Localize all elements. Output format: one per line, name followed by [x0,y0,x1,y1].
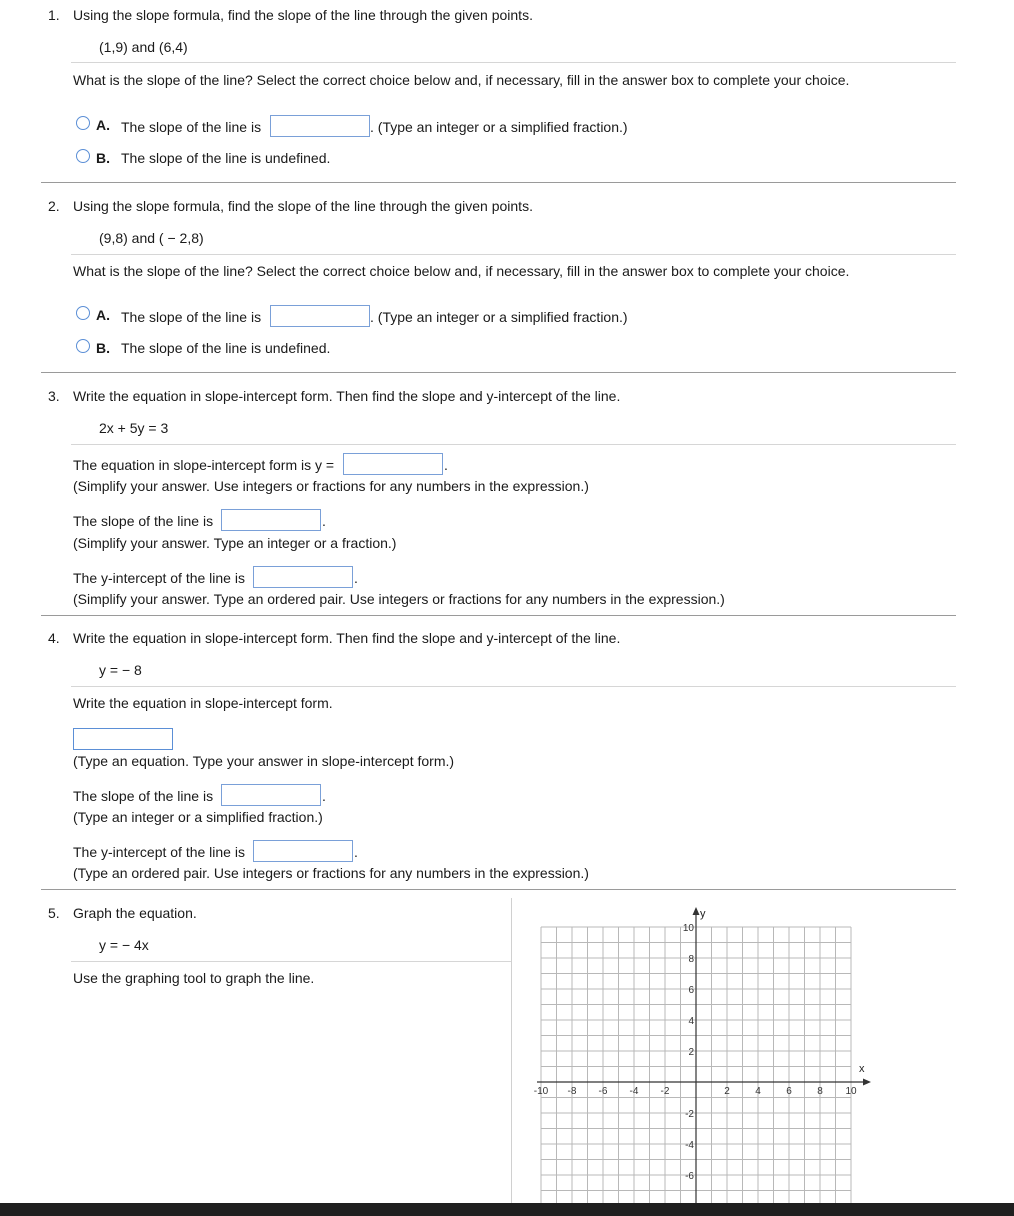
question-3-slope-label: The slope of the line is [73,513,214,529]
question-1-given-points: (1,9) and (6,4) [99,39,188,55]
bottom-bar [0,1203,1014,1216]
question-1-prompt: Using the slope formula, find the slope of the line through the given points. [73,7,533,23]
question-3-equation-answer-box[interactable] [343,453,443,475]
question-separator [41,182,956,183]
period: . [322,513,326,529]
x-tick-label: 6 [786,1086,792,1097]
question-2-number: 2. [48,198,60,214]
graphing-tool[interactable] [520,900,880,1203]
question-4-number: 4. [48,630,60,646]
period: . [322,788,326,804]
question-1-choice-b-radio[interactable] [76,149,90,163]
question-2-choice-b-radio[interactable] [76,339,90,353]
question-3-slope-answer-box[interactable] [221,509,321,531]
question-4-y-intercept-answer-box[interactable] [253,840,353,862]
question-separator [41,615,956,616]
y-tick-label: -6 [685,1171,694,1182]
x-tick-label: -4 [629,1086,639,1097]
question-5-prompt: Graph the equation. [73,905,197,921]
graph-panel-divider [511,898,512,1208]
y-axis-label: y [700,908,706,920]
question-5-number: 5. [48,905,60,921]
question-2-given-points: (9,8) and ( − 2,8) [99,230,204,246]
question-2-choice-a-text: The slope of the line is [121,309,262,325]
question-1-choice-a-hint: . (Type an integer or a simplified fraction.) [370,119,628,135]
question-4-equation-hint: (Type an equation. Type your answer in slope-intercept form.) [73,753,455,769]
divider [71,961,511,962]
y-tick-label: 8 [688,954,694,965]
question-2-choice-a-letter: A. [96,307,110,323]
tick-labels [534,923,857,1182]
y-axis-arrow-icon [693,907,700,915]
y-tick-label: 6 [688,985,694,996]
question-3-number: 3. [48,388,60,404]
question-4-instruction: Write the equation in slope-intercept form. [73,695,333,711]
y-tick-label: 2 [688,1047,694,1058]
y-tick-label: -2 [685,1109,694,1120]
question-5-instruction: Use the graphing tool to graph the line. [73,970,315,986]
question-2-choice-b-text: The slope of the line is undefined. [121,340,331,356]
question-3-slope-hint: (Simplify your answer. Type an integer or a fraction.) [73,535,397,551]
question-3-y-intercept-hint: (Simplify your answer. Type an ordered pair. Use integers or fractions for any numbers in the expression.) [73,591,725,607]
question-4-y-intercept-label: The y-intercept of the line is [73,844,245,860]
x-tick-label: -2 [660,1086,670,1097]
question-4-slope-hint: (Type an integer or a simplified fraction.) [73,809,323,825]
x-tick-label: 2 [724,1086,730,1097]
question-1-choice-b-letter: B. [96,150,110,166]
question-4-slope-label: The slope of the line is [73,788,214,804]
question-2-choice-a-hint: . (Type an integer or a simplified fraction.) [370,309,628,325]
question-4-given-equation: y = − 8 [99,662,142,678]
question-2-instruction: What is the slope of the line? Select the correct choice below and, if necessary, fill in the answer box to complete your choice. [73,263,850,279]
x-axis-arrow-icon [863,1079,871,1086]
divider [71,686,956,687]
question-3-given-equation: 2x + 5y = 3 [99,420,169,436]
question-2-choice-b-letter: B. [96,340,110,356]
question-4-equation-answer-box[interactable] [73,728,173,750]
question-3-prompt: Write the equation in slope-intercept form. Then find the slope and y-intercept of the line. [73,388,621,404]
divider [71,444,956,445]
y-tick-label: 4 [688,1016,694,1027]
question-1-slope-answer-box[interactable] [270,115,370,137]
question-4-slope-answer-box[interactable] [221,784,321,806]
x-axis-label: x [859,1063,865,1075]
question-2-choice-a-radio[interactable] [76,306,90,320]
question-1-choice-b-text: The slope of the line is undefined. [121,150,331,166]
question-4-y-intercept-hint: (Type an ordered pair. Use integers or fractions for any numbers in the expression.) [73,865,589,881]
y-tick-label: 10 [682,923,694,934]
x-tick-label: -10 [533,1086,549,1097]
x-tick-label: 8 [817,1086,823,1097]
x-tick-label: -6 [598,1086,608,1097]
period: . [354,844,358,860]
question-3-equation-hint: (Simplify your answer. Use integers or fractions for any numbers in the expression.) [73,478,589,494]
question-3-y-intercept-label: The y-intercept of the line is [73,570,245,586]
question-2-prompt: Using the slope formula, find the slope of the line through the given points. [73,198,533,214]
question-3-equation-label: The equation in slope-intercept form is y = [73,457,335,473]
divider [71,62,956,63]
question-separator [41,372,956,373]
period: . [444,457,448,473]
question-3-y-intercept-answer-box[interactable] [253,566,353,588]
x-tick-label: 4 [755,1086,761,1097]
x-tick-label: 10 [845,1086,857,1097]
question-1-choice-a-letter: A. [96,117,110,133]
divider [71,254,956,255]
question-5-given-equation: y = − 4x [99,937,149,953]
period: . [354,570,358,586]
x-tick-label: -8 [567,1086,577,1097]
question-1-choice-a-text: The slope of the line is [121,119,262,135]
y-tick-label: -4 [685,1140,694,1151]
question-1-instruction: What is the slope of the line? Select the correct choice below and, if necessary, fill in the answer box to complete your choice. [73,72,850,88]
question-separator [41,889,956,890]
question-4-prompt: Write the equation in slope-intercept form. Then find the slope and y-intercept of the line. [73,630,621,646]
question-1-number: 1. [48,7,60,23]
question-1-choice-a-radio[interactable] [76,116,90,130]
question-2-slope-answer-box[interactable] [270,305,370,327]
